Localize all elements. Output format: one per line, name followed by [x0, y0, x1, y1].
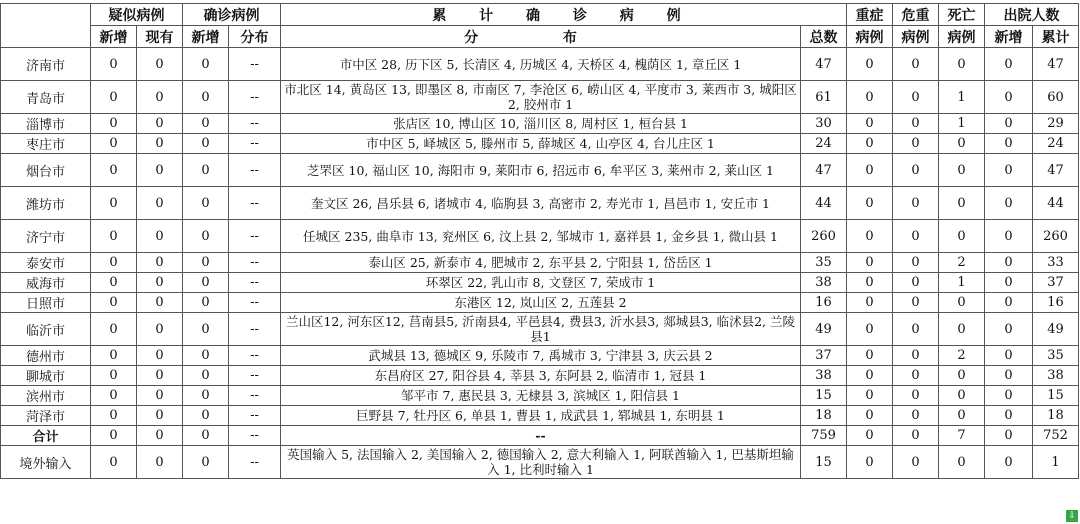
- cell-death: 0: [939, 187, 985, 220]
- cell-dist: 奎文区 26, 昌乐县 6, 诸城市 4, 临朐县 3, 高密市 2, 寿光市 1, 昌邑市 1, 安丘市 1: [281, 187, 801, 220]
- cell-c-new: 0: [183, 154, 229, 187]
- cell-d-new: 0: [985, 253, 1033, 273]
- cell-c-dist: --: [229, 114, 281, 134]
- table-row: [1, 273, 1079, 293]
- cell-c-new: 0: [183, 426, 229, 446]
- cell-critical: 0: [893, 253, 939, 273]
- cell-d-new: 0: [985, 273, 1033, 293]
- header-suspected: 疑似病例: [91, 4, 183, 26]
- cell-d-new: 0: [985, 346, 1033, 366]
- cell-severe: 0: [847, 313, 893, 346]
- cell-c-dist: --: [229, 406, 281, 426]
- cell-d-new: 0: [985, 134, 1033, 154]
- cell-severe: 0: [847, 406, 893, 426]
- cell-death: 0: [939, 386, 985, 406]
- cell-d-total: 24: [1033, 134, 1079, 154]
- cell-c-dist: --: [229, 446, 281, 479]
- cell-total: 47: [801, 154, 847, 187]
- cell-severe: 0: [847, 273, 893, 293]
- cell-s-cur: 0: [137, 426, 183, 446]
- cell-critical: 0: [893, 366, 939, 386]
- cell-city: 威海市: [1, 273, 91, 293]
- cell-c-new: 0: [183, 346, 229, 366]
- cell-total: 16: [801, 293, 847, 313]
- cell-dist: 市中区 5, 峄城区 5, 滕州市 5, 薛城区 4, 山亭区 4, 台儿庄区 1: [281, 134, 801, 154]
- cell-d-new: 0: [985, 313, 1033, 346]
- cell-s-cur: 0: [137, 114, 183, 134]
- cell-c-new: 0: [183, 293, 229, 313]
- cell-death: 0: [939, 446, 985, 479]
- cell-death: 0: [939, 313, 985, 346]
- cell-d-new: 0: [985, 187, 1033, 220]
- cell-s-new: 0: [91, 293, 137, 313]
- header-row-1: [1, 4, 1079, 26]
- cell-c-dist: --: [229, 313, 281, 346]
- cell-total: 61: [801, 81, 847, 114]
- cell-s-cur: 0: [137, 346, 183, 366]
- header-critical: 危重: [893, 4, 939, 26]
- cell-city: 滨州市: [1, 386, 91, 406]
- cell-total: 37: [801, 346, 847, 366]
- cell-dist: 英国输入 5, 法国输入 2, 美国输入 2, 德国输入 2, 意大利输入 1, 阿联酋输入 1, 巴基斯坦输入 1, 比利时输入 1: [281, 446, 801, 479]
- header-discharged: 出院人数: [985, 4, 1079, 26]
- cell-death: 1: [939, 273, 985, 293]
- header-confirmed-distribution: 分布: [229, 26, 281, 48]
- cell-s-cur: 0: [137, 48, 183, 81]
- table-row: [1, 406, 1079, 426]
- cell-c-dist: --: [229, 220, 281, 253]
- cell-total: 260: [801, 220, 847, 253]
- cell-dist: 任城区 235, 曲阜市 13, 兖州区 6, 汶上县 2, 邹城市 1, 嘉祥县 1, 金乡县 1, 微山县 1: [281, 220, 801, 253]
- cell-d-new: 0: [985, 446, 1033, 479]
- cell-c-new: 0: [183, 406, 229, 426]
- cell-city: 烟台市: [1, 154, 91, 187]
- cell-d-new: 0: [985, 366, 1033, 386]
- cell-city: 枣庄市: [1, 134, 91, 154]
- cell-critical: 0: [893, 446, 939, 479]
- cell-total: 18: [801, 406, 847, 426]
- cell-d-total: 38: [1033, 366, 1079, 386]
- cell-d-total: 35: [1033, 346, 1079, 366]
- cell-dist: 东港区 12, 岚山区 2, 五莲县 2: [281, 293, 801, 313]
- cell-c-dist: --: [229, 154, 281, 187]
- cell-total: 44: [801, 187, 847, 220]
- cell-dist: 芝罘区 10, 福山区 10, 海阳市 9, 莱阳市 6, 招远市 6, 牟平区 3, 莱州市 2, 莱山区 1: [281, 154, 801, 187]
- cell-c-dist: --: [229, 187, 281, 220]
- cell-s-new: 0: [91, 446, 137, 479]
- table-row: [1, 154, 1079, 187]
- cell-severe: 0: [847, 220, 893, 253]
- cell-d-new: 0: [985, 220, 1033, 253]
- cell-c-new: 0: [183, 134, 229, 154]
- header-suspected-new: 新增: [91, 26, 137, 48]
- cell-d-total: 44: [1033, 187, 1079, 220]
- cell-severe: 0: [847, 293, 893, 313]
- cell-severe: 0: [847, 81, 893, 114]
- cell-s-new: 0: [91, 346, 137, 366]
- cell-death: 2: [939, 346, 985, 366]
- cell-critical: 0: [893, 154, 939, 187]
- cell-critical: 0: [893, 48, 939, 81]
- cell-c-new: 0: [183, 313, 229, 346]
- cell-critical: 0: [893, 81, 939, 114]
- cell-city: 泰安市: [1, 253, 91, 273]
- cell-critical: 0: [893, 220, 939, 253]
- cell-city: 德州市: [1, 346, 91, 366]
- cell-d-new: 0: [985, 386, 1033, 406]
- cell-dist: --: [281, 426, 801, 446]
- cell-d-new: 0: [985, 114, 1033, 134]
- cell-total: 38: [801, 273, 847, 293]
- cell-city: 临沂市: [1, 313, 91, 346]
- cell-severe: 0: [847, 134, 893, 154]
- cell-c-dist: --: [229, 293, 281, 313]
- cell-d-new: 0: [985, 154, 1033, 187]
- cell-c-dist: --: [229, 134, 281, 154]
- cell-critical: 0: [893, 346, 939, 366]
- cell-c-dist: --: [229, 273, 281, 293]
- header-total: 总数: [801, 26, 847, 48]
- cell-critical: 0: [893, 406, 939, 426]
- table-row: [1, 81, 1079, 114]
- table-row: [1, 293, 1079, 313]
- cell-d-total: 260: [1033, 220, 1079, 253]
- table-row: [1, 134, 1079, 154]
- cell-total: 38: [801, 366, 847, 386]
- cell-s-new: 0: [91, 253, 137, 273]
- cell-death: 2: [939, 253, 985, 273]
- cell-d-total: 49: [1033, 313, 1079, 346]
- table-row: [1, 114, 1079, 134]
- cell-c-dist: --: [229, 253, 281, 273]
- cell-d-new: 0: [985, 293, 1033, 313]
- header-severe: 重症: [847, 4, 893, 26]
- table-row: [1, 253, 1079, 273]
- table-row: [1, 426, 1079, 446]
- cell-total: 24: [801, 134, 847, 154]
- cell-s-cur: 0: [137, 366, 183, 386]
- cell-death: 1: [939, 114, 985, 134]
- cell-death: 0: [939, 134, 985, 154]
- cell-d-total: 47: [1033, 48, 1079, 81]
- table-body: [1, 48, 1079, 479]
- cell-c-dist: --: [229, 386, 281, 406]
- cell-critical: 0: [893, 426, 939, 446]
- table-row: [1, 386, 1079, 406]
- cell-severe: 0: [847, 446, 893, 479]
- cell-city: 潍坊市: [1, 187, 91, 220]
- cell-s-cur: 0: [137, 253, 183, 273]
- header-confirmed-new: 新增: [183, 26, 229, 48]
- cell-s-new: 0: [91, 48, 137, 81]
- cell-s-cur: 0: [137, 406, 183, 426]
- cell-s-cur: 0: [137, 187, 183, 220]
- header-critical-cases: 病例: [893, 26, 939, 48]
- cell-s-cur: 0: [137, 313, 183, 346]
- header-discharged-cumulative: 累计: [1033, 26, 1079, 48]
- cell-c-new: 0: [183, 48, 229, 81]
- cell-city: 境外输入: [1, 446, 91, 479]
- cell-d-total: 1: [1033, 446, 1079, 479]
- cell-c-dist: --: [229, 48, 281, 81]
- cell-critical: 0: [893, 114, 939, 134]
- table-row: [1, 48, 1079, 81]
- cell-d-total: 29: [1033, 114, 1079, 134]
- cell-severe: 0: [847, 114, 893, 134]
- cell-city: 聊城市: [1, 366, 91, 386]
- table-row: [1, 187, 1079, 220]
- cell-severe: 0: [847, 48, 893, 81]
- cell-dist: 市北区 14, 黄岛区 13, 即墨区 8, 市南区 7, 李沧区 6, 崂山区 4, 平度市 3, 莱西市 3, 城阳区 2, 胶州市 1: [281, 81, 801, 114]
- cell-death: 0: [939, 154, 985, 187]
- cell-dist: 东昌府区 27, 阳谷县 4, 莘县 3, 东阿县 2, 临清市 1, 冠县 1: [281, 366, 801, 386]
- cell-s-new: 0: [91, 114, 137, 134]
- cell-c-new: 0: [183, 220, 229, 253]
- cell-c-new: 0: [183, 187, 229, 220]
- cell-critical: 0: [893, 187, 939, 220]
- header-severe-cases: 病例: [847, 26, 893, 48]
- cell-city: 济宁市: [1, 220, 91, 253]
- cell-d-new: 0: [985, 406, 1033, 426]
- cell-death: 0: [939, 293, 985, 313]
- cell-total: 49: [801, 313, 847, 346]
- cell-s-new: 0: [91, 366, 137, 386]
- table-row: [1, 366, 1079, 386]
- cell-severe: 0: [847, 386, 893, 406]
- cell-d-total: 37: [1033, 273, 1079, 293]
- cell-total: 35: [801, 253, 847, 273]
- header-confirmed: 确诊病例: [183, 4, 281, 26]
- cell-severe: 0: [847, 154, 893, 187]
- cell-severe: 0: [847, 346, 893, 366]
- cell-dist: 泰山区 25, 新泰市 4, 肥城市 2, 东平县 2, 宁阳县 1, 岱岳区 1: [281, 253, 801, 273]
- download-arrow-icon[interactable]: ⇩: [1066, 510, 1078, 522]
- header-suspected-current: 现有: [137, 26, 183, 48]
- cell-total: 759: [801, 426, 847, 446]
- cell-s-new: 0: [91, 187, 137, 220]
- header-city: [1, 4, 91, 48]
- cell-c-dist: --: [229, 366, 281, 386]
- cell-d-total: 47: [1033, 154, 1079, 187]
- cell-d-new: 0: [985, 426, 1033, 446]
- cell-s-cur: 0: [137, 154, 183, 187]
- cell-s-new: 0: [91, 81, 137, 114]
- cell-critical: 0: [893, 273, 939, 293]
- cell-dist: 市中区 28, 历下区 5, 长清区 4, 历城区 4, 天桥区 4, 槐荫区 1, 章丘区 1: [281, 48, 801, 81]
- cell-s-new: 0: [91, 313, 137, 346]
- cell-severe: 0: [847, 187, 893, 220]
- cell-critical: 0: [893, 293, 939, 313]
- cell-c-new: 0: [183, 366, 229, 386]
- cell-c-new: 0: [183, 386, 229, 406]
- cell-total: 15: [801, 446, 847, 479]
- cell-d-new: 0: [985, 48, 1033, 81]
- cell-severe: 0: [847, 253, 893, 273]
- cell-s-new: 0: [91, 386, 137, 406]
- cell-total: 15: [801, 386, 847, 406]
- cell-s-new: 0: [91, 220, 137, 253]
- cell-s-cur: 0: [137, 134, 183, 154]
- cell-c-dist: --: [229, 81, 281, 114]
- header-death-cases: 病例: [939, 26, 985, 48]
- cell-s-cur: 0: [137, 220, 183, 253]
- cell-critical: 0: [893, 134, 939, 154]
- covid-cases-table: [0, 3, 1079, 479]
- cell-s-cur: 0: [137, 446, 183, 479]
- cell-d-total: 60: [1033, 81, 1079, 114]
- cell-c-new: 0: [183, 273, 229, 293]
- cell-severe: 0: [847, 426, 893, 446]
- cell-dist: 环翠区 22, 乳山市 8, 文登区 7, 荣成市 1: [281, 273, 801, 293]
- cell-death: 0: [939, 220, 985, 253]
- header-row-2: [1, 26, 1079, 48]
- cell-c-dist: --: [229, 426, 281, 446]
- cell-c-new: 0: [183, 253, 229, 273]
- cell-death: 7: [939, 426, 985, 446]
- cell-city: 淄博市: [1, 114, 91, 134]
- cell-s-new: 0: [91, 406, 137, 426]
- cell-total: 47: [801, 48, 847, 81]
- cell-d-total: 16: [1033, 293, 1079, 313]
- cell-d-total: 15: [1033, 386, 1079, 406]
- cell-critical: 0: [893, 386, 939, 406]
- cell-d-total: 752: [1033, 426, 1079, 446]
- cell-city: 日照市: [1, 293, 91, 313]
- cell-s-cur: 0: [137, 386, 183, 406]
- table-row: [1, 346, 1079, 366]
- table-row: [1, 220, 1079, 253]
- cell-s-cur: 0: [137, 273, 183, 293]
- cell-c-dist: --: [229, 346, 281, 366]
- header-distribution: 分 布: [281, 26, 801, 48]
- cell-dist: 兰山区12, 河东区12, 莒南县5, 沂南县4, 平邑县4, 费县3, 沂水县3, 郯城县3, 临沭县2, 兰陵县1: [281, 313, 801, 346]
- cell-c-new: 0: [183, 114, 229, 134]
- cell-s-new: 0: [91, 273, 137, 293]
- cell-death: 0: [939, 48, 985, 81]
- cell-city: 青岛市: [1, 81, 91, 114]
- cell-city: 菏泽市: [1, 406, 91, 426]
- cell-city: 合计: [1, 426, 91, 446]
- cell-critical: 0: [893, 313, 939, 346]
- cell-city: 济南市: [1, 48, 91, 81]
- cell-dist: 邹平市 7, 惠民县 3, 无棣县 3, 滨城区 1, 阳信县 1: [281, 386, 801, 406]
- cell-dist: 武城县 13, 德城区 9, 乐陵市 7, 禹城市 3, 宁津县 3, 庆云县 2: [281, 346, 801, 366]
- table-row: [1, 313, 1079, 346]
- cell-death: 0: [939, 406, 985, 426]
- cell-s-new: 0: [91, 154, 137, 187]
- cell-c-new: 0: [183, 81, 229, 114]
- cell-s-new: 0: [91, 134, 137, 154]
- cell-s-cur: 0: [137, 293, 183, 313]
- header-cumulative: 累 计 确 诊 病 例: [281, 4, 847, 26]
- cell-d-new: 0: [985, 81, 1033, 114]
- cell-d-total: 33: [1033, 253, 1079, 273]
- cell-dist: 巨野县 7, 牡丹区 6, 单县 1, 曹县 1, 成武县 1, 郓城县 1, 东明县 1: [281, 406, 801, 426]
- cell-d-total: 18: [1033, 406, 1079, 426]
- cell-death: 0: [939, 366, 985, 386]
- cell-dist: 张店区 10, 博山区 10, 淄川区 8, 周村区 1, 桓台县 1: [281, 114, 801, 134]
- cell-s-cur: 0: [137, 81, 183, 114]
- cell-severe: 0: [847, 366, 893, 386]
- cell-death: 1: [939, 81, 985, 114]
- header-discharged-new: 新增: [985, 26, 1033, 48]
- cell-s-new: 0: [91, 426, 137, 446]
- cell-c-new: 0: [183, 446, 229, 479]
- table-row: [1, 446, 1079, 479]
- cell-total: 30: [801, 114, 847, 134]
- header-death: 死亡: [939, 4, 985, 26]
